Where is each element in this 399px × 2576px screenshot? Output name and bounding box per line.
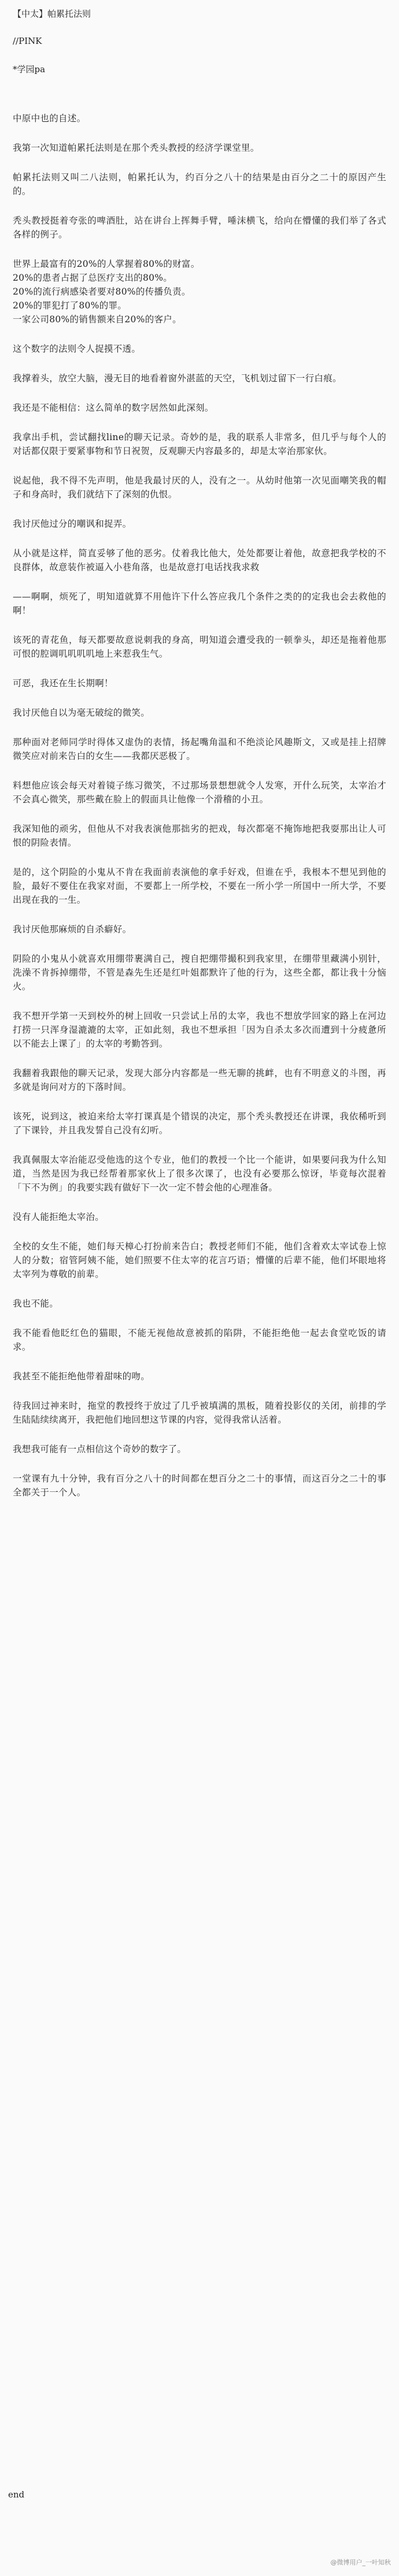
paragraph: 我不能看他眨红色的猫眼，不能无视他故意被抓的陷阱，不能拒绝他一起去食堂吃饭的请求。 [13,1328,386,1352]
doc-title: 【中太】帕累托法则 [13,9,91,19]
paragraph: 我撑着头，放空大脑，漫无目的地看着窗外湛蓝的天空，飞机划过留下一行白痕。 [13,373,342,384]
paragraph: 我也不能。 [13,1298,59,1309]
paragraph: 一家公司80%的销售额来自20%的客户。 [13,314,182,325]
paragraph: 这个数字的法则令人捉摸不透。 [13,344,141,354]
paragraph: 该死的青花鱼，每天都要故意说刺我的身高，明知道会遭受我的一顿拳头，却还是拖着他那可恨的腔调叽叽叽叽地上来惹我生气。 [13,635,386,659]
paragraph: 没有人能拒绝太宰治。 [13,1212,105,1222]
paragraph: 20%的患者占据了总医疗支出的80%。 [13,273,173,283]
paragraph: 我还是不能相信：这么简单的数字居然如此深刻。 [13,403,214,413]
paragraph: 帕累托法则又叫二八法则，帕累托认为，约百分之八十的结果是由百分之二十的原因产生的。 [13,172,386,196]
paragraph: 全校的女生不能，她们每天樟心打扮前来告白；教授老师们不能，他们含着欢太宰试卷上惊人的分数；宿管阿姨不能，她们照要不住太宰的花言巧语；懵懂的后辈不能，他们坏眼地将太宰列为尊敬的前辈。 [13,1241,386,1279]
paragraph: 可恶，我还在生长期啊！ [13,678,113,688]
paragraph: 20%的流行病感染者要对80%的传播负责。 [13,286,191,297]
end-marker: end [8,2489,25,2500]
paragraph: 从小就是这样，简直妥够了他的恶劣。仗着我比他大，处处都要让着他，故意把我学校的不良群体，故意装作被逼入小巷角落，也是故意打电话找我求救 [13,548,386,572]
paragraph: 阴险的小鬼从小就喜欢用绷带裹满自己，搜自把绷带撮积到我家里，在绷带里藏满小别针，洗澡不肯拆掉绷带，不管是森先生还是红叶姐都默许了他的行为，这些全都，都让我十分恼火。 [13,954,386,992]
paragraph: 我讨厌他自以为毫无破绽的微笑。 [13,708,150,718]
paragraph: 20%的罪犯打了80%的罪。 [13,300,127,311]
paragraph: 料想他应该会每天对着镜子练习微笑，不过那场景想想就令人发寒，开什么玩笑，太宰治才不会真心微笑，那些戴在脸上的假面具让他像一个滑稽的小丑。 [13,780,386,805]
paragraph: 我讨厌他过分的嘲讽和捉弄。 [13,519,132,529]
paragraph: 我不想开学第一天到校外的树上回收一只尝试上吊的太宰，我也不想放学回家的路上在河边打捞一只浑身湿漉漉的太宰，正如此刻，我也不想承担「因为自杀太多次而遭到十分疲惫所以不能去上课了」的太宰的考勤答到。 [13,1011,386,1049]
paragraph: ——啊啊，烦死了，明知道就算不用他许下什么答应我几个条件之类的的定我也会去救他的啊！ [13,591,386,616]
paragraph: 说起他，我不得不先声明，他是我最讨厌的人，没有之一。从幼时他第一次见面嘲笑我的帽子和身高时，我们就结下了深刻的仇恨。 [13,475,386,500]
paragraph: 世界上最富有的20%的人掌握着80%的财富。 [13,259,200,269]
paragraph: 待我回过神来时，拖堂的教授终于放过了几乎被填满的黑板，随着投影仪的关闭，前排的学生陆陆续续离开，我把他们地回想这节课的内容，觉得我常认活着。 [13,1401,386,1425]
paragraph: 我讨厌他那麻烦的自杀癖好。 [13,924,132,935]
paragraph: 是的，这个阴险的小鬼从不肯在我面前表演他的拿手好戏，但谁在乎，我根本不想见到他的脸，最好不要住在我家对面，不要都上一所学校，不要在一所小学一所国中一所大学，不要出现在我的一生。 [13,867,386,905]
paragraph: 我深知他的顽劣，但他从不对我表演他那拙劣的把戏，每次都毫不掩饰地把我耍那出让人可恨的阴险表情。 [13,824,386,848]
paragraph: 中原中也的自述。 [13,113,86,124]
paragraph: 该死，说到这，被迫来给太宰打课真是个错误的决定，那个秃头教授还在讲课，我依稀听到了下课铃，并且我发誓自己没有幻听。 [13,1111,386,1136]
paragraph: 我拿出手机，尝试翻找line的聊天记录。奇妙的是，我的联系人非常多，但几乎与每个人的对话都仅限于要紧事物和节日祝贺，反观聊天内容最多的，却是太宰治那家伙。 [13,432,386,456]
spacer [13,92,386,111]
paragraph: 我真佩服太宰治能忍受他选的这个专业，他们的教授一个比一个能讲，如果要问我为什么知道，当然是因为我已经帮着那家伙上了很多次课了，也没有必要那么惊讶，毕竟每次混着「下不为例」的我要实践有做好下一次一定不替会他的心理准备。 [13,1155,386,1193]
paragraph: 一堂课有九十分钟，我有百分之八十的时间都在想百分之二十的事情，而这百分之二十的事全都关于一个人。 [13,1473,386,1498]
paragraph: 我想我可能有一点相信这个奇妙的数字了。 [13,1444,187,1454]
pairing-tag: //PINK [13,36,42,46]
body-text [13,111,386,1499]
paragraph: 我翻着我跟他的聊天记录，发现大部分内容都是一些无聊的挑衅，也有不明意义的斗图，再多就是询问对方的下落时间。 [13,1068,386,1092]
paragraph: 我第一次知道帕累托法则是在那个秃头教授的经济学课堂里。 [13,143,260,153]
paragraph: 秃头教授挺着夸张的啤酒肚，站在讲台上挥舞手臂，唾沫横飞，给向在懵懂的我们举了各式各样的例子。 [13,215,386,240]
watermark: @微博用户_一叶知秋 [330,2559,391,2566]
paragraph: 我甚至不能拒绝他带着甜味的吻。 [13,1371,150,1382]
setting-note: *学园pa [13,64,46,75]
paragraph: 那种面对老师同学时得体又虚伪的表情，扬起嘴角温和不绝淡论风趣斯文，又或是挂上招牌微笑应对前来告白的女生——我都厌恶极了。 [13,737,386,761]
